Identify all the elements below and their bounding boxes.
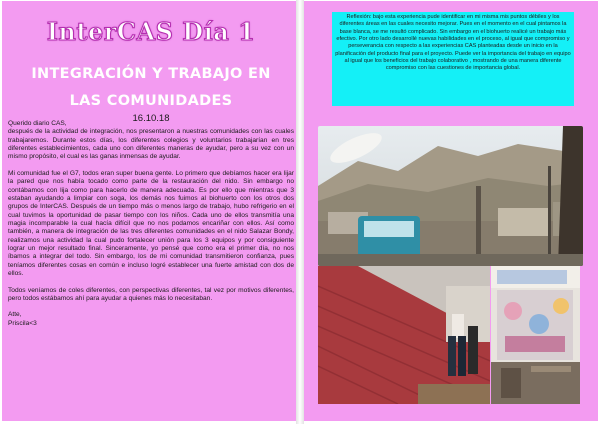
letter-paragraph-2: Mi comunidad fue el G7, todos eran super buena gente. Lo primero que debíamos hacer era lijar la pared que nos había tocado como parte de la restauración del nido. Sin embargo no contábamos con lija como para hacerlo de manera adecuada. Es por ello que mientras que 3 estaban ayudando a limpiar con soga, los demás nos fuimos al biohuerto con los otros dos grupos de InterCAS. Después de un tiempo más o menos largo de trabajo, hubo refrigerio en el cual tuvimos la oportunidad de pasar tiempo con los niños. Cada uno de ellos transmitía una magia incomparable la cual hacía difícil que no nos podamos encariñar con ellos. Así como también, a manera de integración de las tres diferentes comunidades en el nido Salazar Bondy, realizamos una actividad la cual pudo fortalecer unión para los 3 equipos y por consiguiente lograr un mejor resultado final. Sinceramente, yo pensé que como era el primer día, no nos íbamos a integrar del todo. Sin embargo, los de mi comunidad transmitieron confianza, pues teníamos diferentes cosas en común e incluso logré establecer una fuerte amistad con dos de ellos. — [8, 169, 294, 278]
entry-date: 16.10.18 — [132, 113, 170, 124]
left-page — [2, 1, 296, 421]
photo-hillside-street — [318, 126, 583, 266]
letter-signature: Priscila<3 — [8, 319, 37, 327]
photo-painted-wall — [318, 266, 490, 404]
letter-closing: Atte, — [8, 311, 22, 319]
page-gutter — [296, 0, 304, 424]
subtitle-line-2: LAS COMUNIDADES — [69, 93, 233, 109]
subtitle-line-1: INTEGRACIÓN Y TRABAJO EN — [31, 66, 271, 82]
page-title: InterCAS Día 1 — [46, 17, 256, 46]
photo-mural — [491, 266, 580, 404]
letter-paragraph-1: después de la actividad de integración, nos presentaron a nuestras comunidades con las cuales trabajaremos. Durante estos días, los diferentes colegios y voluntarios trabajarían en tres diferentes establecimientos, cada uno con diferentes maneras de ayudar, pero a su vez con un mismo propósito, el cual es las ganas inmensas de ayudar. — [8, 128, 294, 161]
page-subtitle — [4, 61, 298, 115]
letter-greeting: Querido diario CAS, — [8, 120, 67, 127]
reflection-box: Reflexión: bajo esta experiencia pude identificar en mi misma mis puntos débiles y los diferentes áreas en las cuales necesito mejorar. Pues en el momento en el cual pintamos la base blanca, se me resultó complicado. Sin embargo en el biohuerto realicé un trabajo más efectivo. Por otro lado desarrollé nuevas habilidades en el proceso, al igual que compromiso y perseverancia con respecto a las experiencias CAS planteadas desde un inicio en la planificación del producto final para el proyecto. Puede ver la importancia del trabajo en equipo al igual que los beneficios del trabajo colaborativo , mostrando de una manera diferente compromiso con las cuestiones de importancia global. — [332, 12, 574, 106]
diary-letter — [8, 120, 294, 328]
letter-paragraph-3: Todos veníamos de coles diferentes, con perspectivas diferentes, tal vez por motivos diferentes, pero todos estábamos ahí para ayudar a quienes más lo necesitaban. — [8, 286, 294, 302]
